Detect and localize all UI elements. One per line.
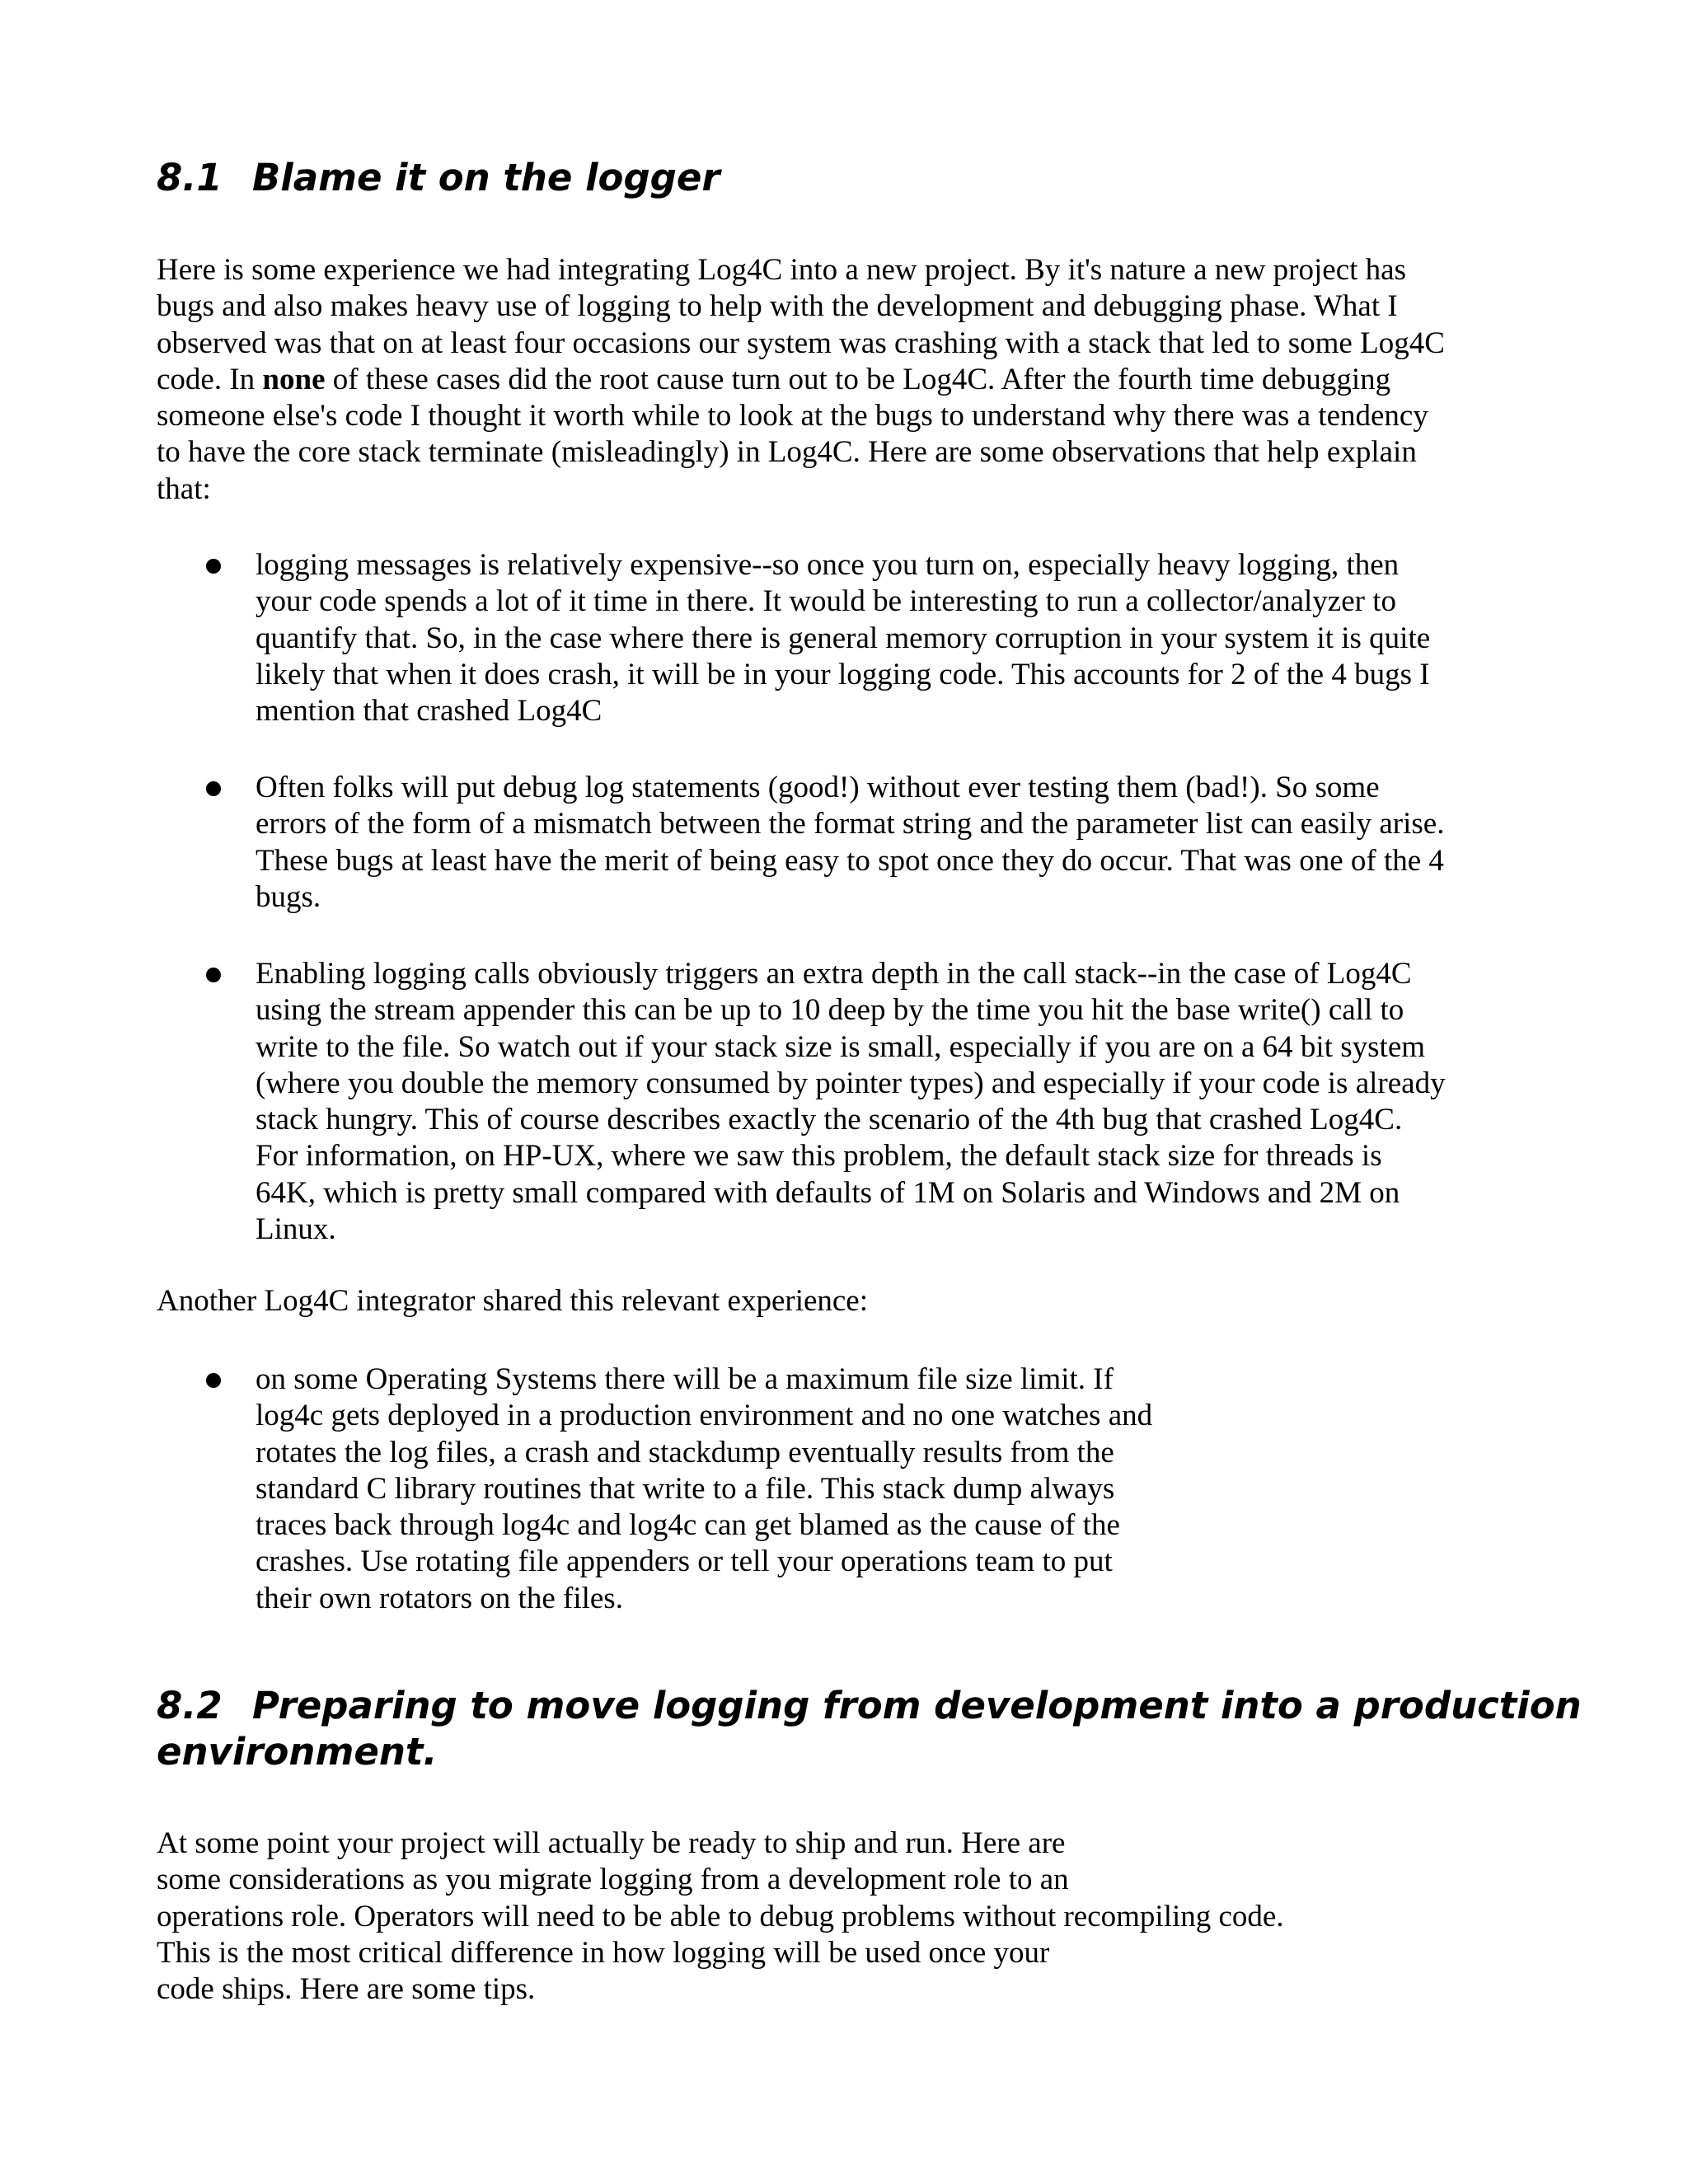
integrator-intro-line: Another Log4C integrator shared this relevant experience: (157, 1284, 869, 1318)
intro-line: observed was that on at least four occasions our system was crashing with a stack that led to some Log4C (157, 326, 1445, 360)
bullet-dot-icon (206, 781, 221, 796)
intro-line-4-post: of these cases did the root cause turn out to be Log4C. After the fourth time debugging (325, 362, 1391, 396)
paragraph-line: This is the most critical difference in how logging will be used once your (157, 1935, 1050, 1970)
intro-line: Here is some experience we had integrating Log4C into a new project. By it's nature a new project has (157, 253, 1406, 287)
bullet-line: stack hungry. This of course describes exactly the scenario of the 4th bug that crashed Log4C. (256, 1103, 1403, 1137)
emphasis-none: none (262, 362, 326, 396)
bullet-line: 64K, which is pretty small compared with defaults of 1M on Solaris and Windows and 2M on (256, 1175, 1400, 1210)
paragraph-line: At some point your project will actually be ready to ship and run. Here are (157, 1826, 1066, 1860)
bullet-line: Linux. (256, 1212, 336, 1247)
intro-line-4-pre: code. In (157, 362, 263, 396)
bullet-line: For information, on HP-UX, where we saw this problem, the default stack size for threads is (256, 1139, 1382, 1174)
bullet-line: rotates the log files, a crash and stackdump eventually results from the (256, 1435, 1114, 1469)
section-8-2-number: 8.2 (157, 1684, 223, 1727)
bullet-line: standard C library routines that write to a file. This stack dump always (256, 1471, 1115, 1506)
bullet-text (256, 547, 1430, 729)
section-8-2-title-line1: Preparing to move logging from development into a production (252, 1684, 1582, 1727)
bullet-line: quantify that. So, in the case where there is general memory corruption in your system it is quite (256, 621, 1431, 655)
bullet-line: Often folks will put debug log statements (good!) without ever testing them (bad!). So some (256, 771, 1380, 804)
section-8-1-heading (157, 155, 720, 201)
bullet-dot-icon (206, 559, 221, 574)
bullet-text (256, 770, 1444, 916)
bullet-line: crashes. Use rotating file appenders or tell your operations team to put (256, 1544, 1113, 1579)
bullet-line: likely that when it does crash, it will be in your logging code. This accounts for 2 of the 4 bugs I (256, 657, 1430, 691)
bullet-line: mention that crashed Log4C (256, 694, 603, 729)
intro-line: bugs and also makes heavy use of logging to help with the development and debugging phase. What I (157, 289, 1398, 324)
bullet-line: errors of the form of a mismatch between the format string and the parameter list can easily arise. (256, 807, 1445, 841)
bullet-line: (where you double the memory consumed by pointer types) and especially if your code is already (256, 1066, 1446, 1100)
intro-line: to have the core stack terminate (misleadingly) in Log4C. Here are some observations that help explain (157, 435, 1417, 470)
section-8-2-heading (157, 1683, 1582, 1775)
bullet-line: logging messages is relatively expensive--so once you turn on, especially heavy logging, then (256, 548, 1400, 582)
section-8-2-heading-line1 (157, 1683, 1582, 1729)
intro-line: someone else's code I thought it worth while to look at the bugs to understand why there was a tendency (157, 399, 1428, 434)
intro-line (157, 362, 1445, 398)
bullet-line: Enabling logging calls obviously triggers an extra depth in the call stack--in the case of Log4C (256, 957, 1412, 991)
bullet-dot-icon (206, 1373, 221, 1388)
paragraph-line: some considerations as you migrate logging from a development role to an (157, 1863, 1069, 1897)
section-8-1-number: 8.1 (157, 156, 223, 199)
section-8-2-title-line2: environment. (157, 1730, 438, 1774)
bullet-line: using the stream appender this can be up to 10 deep by the time you hit the base write() call to (256, 993, 1404, 1028)
integrator-intro (157, 1283, 868, 1319)
bullet-text (256, 1361, 1152, 1617)
bullet-dot-icon (206, 968, 221, 982)
intro-line: that: (157, 471, 211, 506)
section-8-1-title: Blame it on the logger (252, 156, 720, 199)
section-8-2-paragraph (157, 1825, 1284, 2008)
paragraph-line: operations role. Operators will need to be able to debug problems without recompiling code. (157, 1899, 1284, 1933)
bullet-line: write to the file. So watch out if your stack size is small, especially if you are on a 64 bit system (256, 1029, 1426, 1064)
bullet-text (256, 956, 1446, 1248)
bullet-line: their own rotators on the files. (256, 1581, 623, 1615)
bullet-line: bugs. (256, 879, 321, 914)
bullet-line: log4c gets deployed in a production environment and no one watches and (256, 1399, 1153, 1433)
bullet-line: your code spends a lot of it time in there. It would be interesting to run a collector/analyzer to (256, 584, 1396, 619)
bullet-line: traces back through log4c and log4c can get blamed as the cause of the (256, 1508, 1120, 1543)
intro-paragraph (157, 252, 1445, 508)
paragraph-line: code ships. Here are some tips. (157, 1972, 536, 2007)
bullet-line: These bugs at least have the merit of being easy to spot once they do occur. That was one of the 4 (256, 843, 1444, 878)
bullet-line: on some Operating Systems there will be a maximum file size limit. If (256, 1362, 1114, 1396)
